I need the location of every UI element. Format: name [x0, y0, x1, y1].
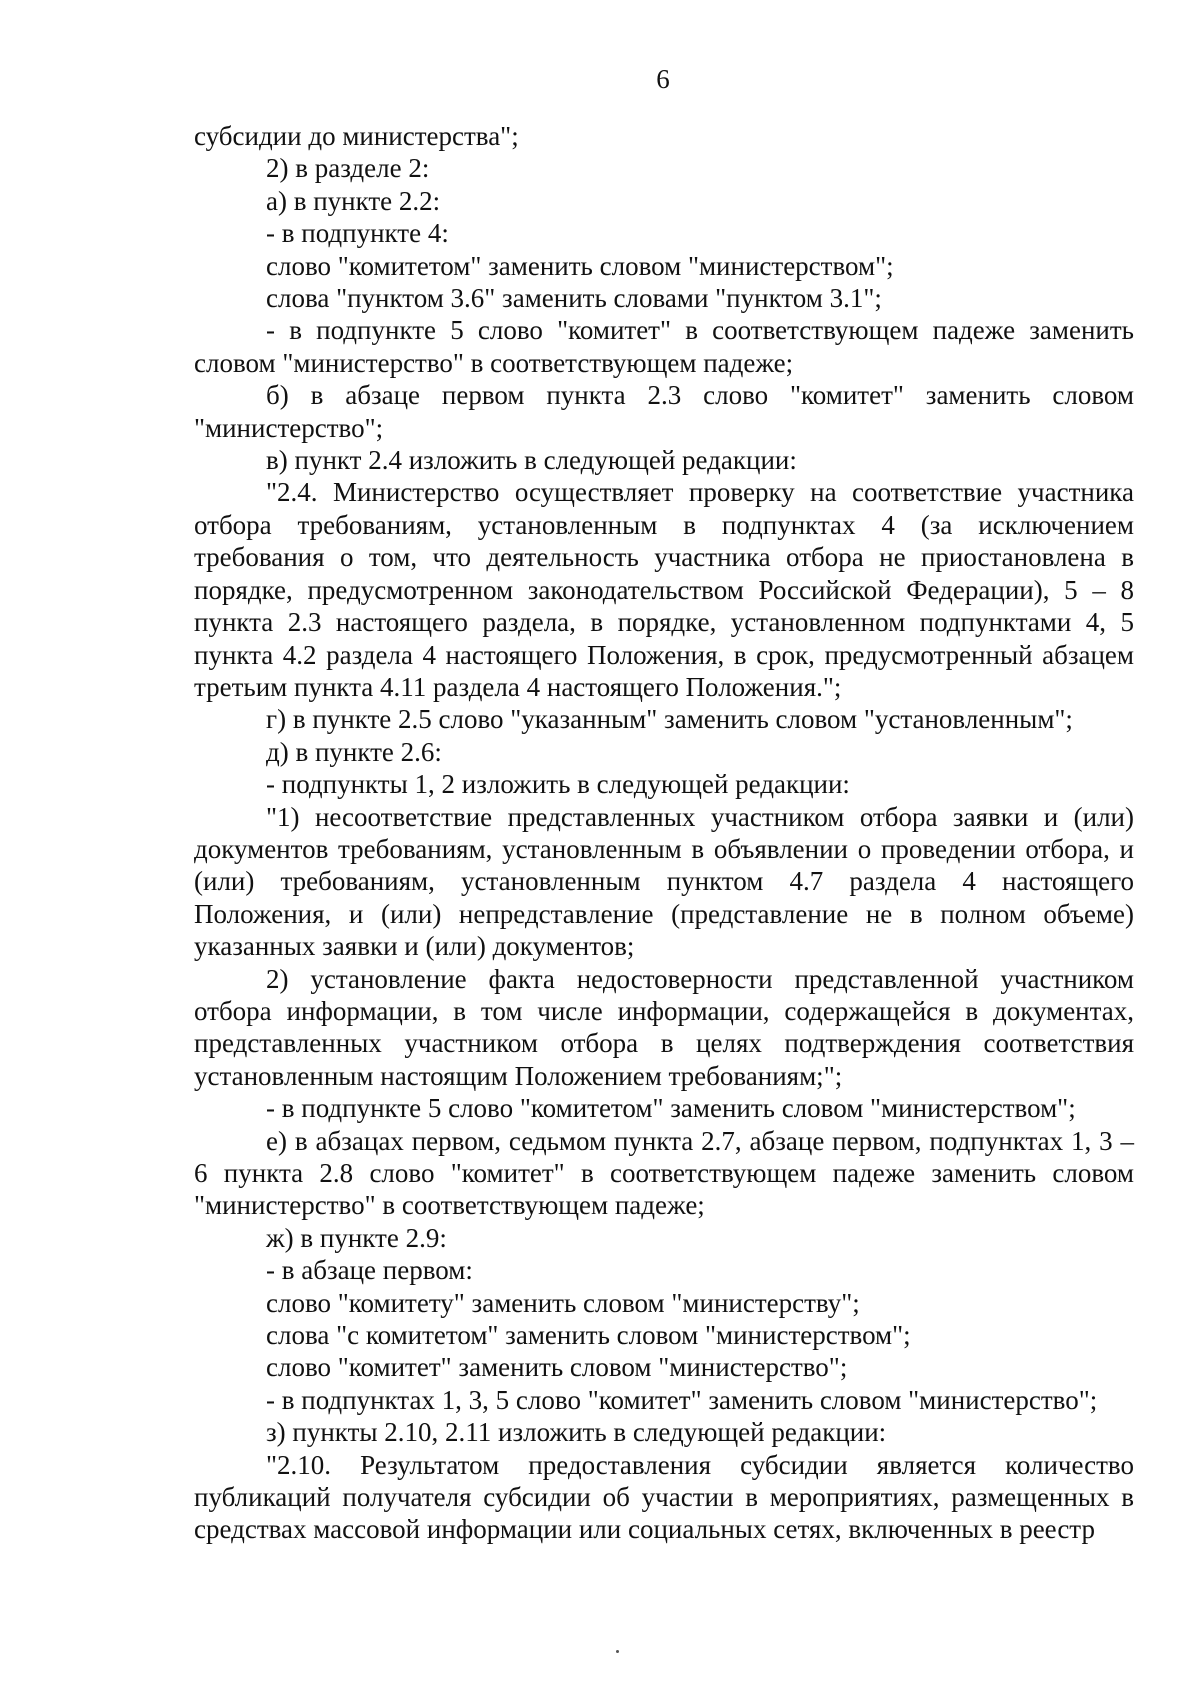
paragraph: д) в пункте 2.6:	[266, 736, 442, 767]
paragraph: - в подпунктах 1, 3, 5 слово "комитет" заменить словом "министерство";	[266, 1384, 1098, 1415]
paragraph: 2) в разделе 2:	[266, 153, 430, 184]
paragraph: слова "пунктом 3.6" заменить словами "пунктом 3.1";	[266, 283, 882, 314]
paragraph: слова "с комитетом" заменить словом "министерством";	[266, 1320, 911, 1351]
paragraph: субсидии до министерства";	[194, 121, 519, 151]
paragraph: ж) в пункте 2.9:	[266, 1222, 447, 1253]
document-body	[194, 120, 1134, 1546]
paragraph: слово "комитету" заменить словом "министерству";	[266, 1287, 860, 1318]
paragraph: "1) несоответствие представленных участником отбора заявки и (или) документов требованиям, установленным в объявлении о проведении отбора, и (или) требованиям, установленным пунктом 4.7 раздела 4 настоящего Положения, и (или) непредставление (представление не в полном объеме) указанных заявки и (или) документов;	[194, 801, 1134, 962]
paragraph: "2.10. Результатом предоставления субсидии является количество публикаций получателя субсидии об участии в мероприятиях, размещенных в средствах массовой информации или социальных сетях, включенных в реестр	[194, 1449, 1134, 1545]
paragraph: слово "комитетом" заменить словом "министерством";	[266, 250, 894, 281]
paragraph: в) пункт 2.4 изложить в следующей редакции:	[266, 445, 797, 476]
paragraph: г) в пункте 2.5 слово "указанным" заменить словом "установленным";	[266, 704, 1073, 735]
paragraph: - в подпункте 5 слово "комитет" в соответствующем падеже заменить словом "министерство" в соответствующем падеже;	[194, 315, 1134, 378]
paragraph: - в подпункте 5 слово "комитетом" заменить словом "министерством";	[266, 1093, 1076, 1124]
paragraph: з) пункты 2.10, 2.11 изложить в следующей редакции:	[266, 1417, 887, 1448]
paragraph: слово "комитет" заменить словом "министерство";	[266, 1352, 848, 1383]
paragraph: е) в абзацах первом, седьмом пункта 2.7, абзаце первом, подпунктах 1, 3 – 6 пункта 2.8 слово "комитет" в соответствующем падеже заменить словом "министерство" в соответствующем падеже;	[194, 1125, 1134, 1221]
paragraph: - подпункты 1, 2 изложить в следующей редакции:	[266, 769, 850, 800]
paragraph: "2.4. Министерство осуществляет проверку на соответствие участника отбора требованиям, установленным в подпунктах 4 (за исключением требования о том, что деятельность участника отбора не приостановлена в порядке, предусмотренном законодательством Российской Федерации), 5 – 8 пункта 2.3 настоящего раздела, в порядке, установленном подпунктами 4, 5 пункта 4.2 раздела 4 настоящего Положения, в срок, предусмотренный абзацем третьим пункта 4.11 раздела 4 настоящего Положения.";	[194, 477, 1134, 702]
scan-speck	[616, 1650, 619, 1653]
paragraph: - в абзаце первом:	[266, 1255, 473, 1286]
paragraph: а) в пункте 2.2:	[266, 185, 441, 216]
page-number: 6	[656, 64, 670, 94]
paragraph: 2) установление факта недостоверности представленной участником отбора информации, в том числе информации, содержащейся в документах, представленных участником отбора в целях подтверждения соответствия установленным настоящим Положением требованиям;";	[194, 963, 1134, 1091]
paragraph: б) в абзаце первом пункта 2.3 слово "комитет" заменить словом "министерство";	[194, 380, 1134, 443]
paragraph: - в подпункте 4:	[266, 218, 449, 249]
